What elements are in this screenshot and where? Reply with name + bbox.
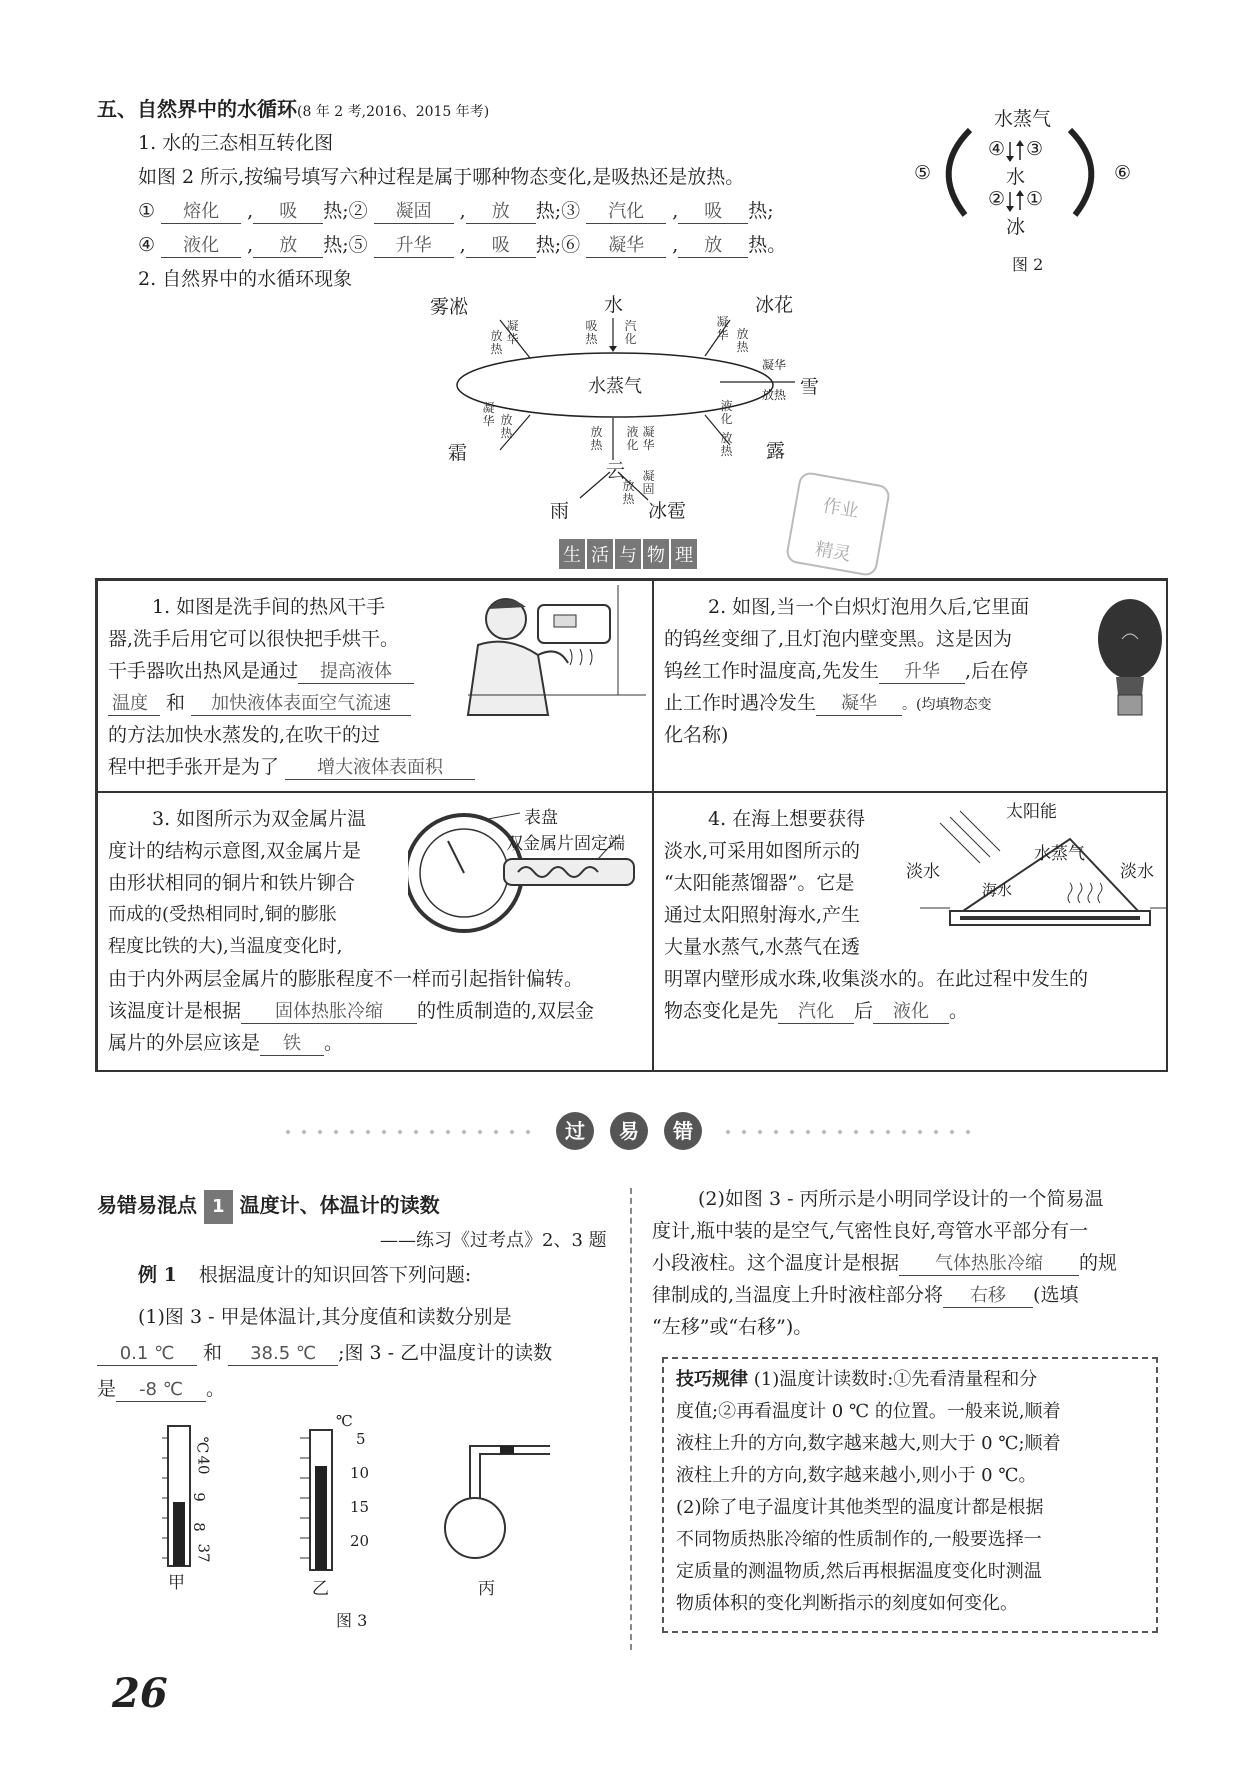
- part1-answer-2: 38.5 ℃: [228, 1344, 338, 1366]
- answer-3: 汽化: [586, 202, 666, 224]
- section-title: [97, 92, 489, 129]
- q1-line-6: 程中把手张开是为了: [108, 756, 280, 778]
- banner-char-4: 物: [643, 539, 669, 569]
- mistake-reference: ——练习《过考点》2、3 题: [380, 1230, 607, 1251]
- q4-label-sun: 太阳能: [1006, 802, 1057, 822]
- answer-5: 升华: [374, 236, 454, 258]
- fig3-tick-40: 40: [194, 1455, 213, 1475]
- part1-text-c: 是: [97, 1378, 117, 1400]
- example-label: 例 1: [138, 1264, 177, 1286]
- cycle-snow-a: 凝华: [762, 358, 787, 372]
- q1-line-5: 的方法加快水蒸发的,在吹干的过: [108, 724, 381, 746]
- q1-line-1: 1. 如图是洗手间的热风干手: [152, 596, 386, 618]
- divider-dots-left: [280, 1130, 540, 1134]
- q4-line-4: 通过太阳照射海水,产生: [664, 904, 861, 926]
- cycle-hail: 冰雹: [648, 500, 687, 522]
- cycle-rain: 雨: [550, 500, 570, 522]
- q3-label-fixed-end: 双金属片固定端: [506, 834, 625, 854]
- q2-answer-1: 升华: [879, 662, 965, 684]
- guo-yi-cuo-banner: [556, 1112, 702, 1150]
- tips-line-8: 物质体积的变化判断指示的刻度如何变化。: [676, 1593, 1018, 1614]
- mistake-number: 1: [204, 1190, 233, 1224]
- q4-line-7: 物态变化是先: [664, 1000, 779, 1022]
- part1-text-b: ;图 3 - 乙中温度计的读数: [338, 1342, 553, 1364]
- q1-and: 和: [166, 692, 186, 714]
- mistake-label: 易错易混点: [97, 1193, 197, 1217]
- stamp-line-2: 精灵: [813, 538, 853, 566]
- part1-text-d: 。: [206, 1378, 226, 1400]
- fig2-water: 水: [1006, 166, 1026, 188]
- answer-2b: 放: [466, 202, 536, 224]
- q1-line-3: 干手器吹出热风是通过: [108, 660, 299, 682]
- q1-answer-1: 提高液体: [298, 662, 414, 684]
- cycle-evap: 汽化: [624, 319, 637, 346]
- cycle-dew: 露: [766, 440, 786, 462]
- fig3-tick-5: 5: [356, 1430, 366, 1448]
- num-4: ④: [138, 234, 156, 256]
- answer-4: 液化: [161, 236, 241, 258]
- fig3-tick-10: 10: [350, 1464, 370, 1482]
- part2-line-2: 度计,瓶中装的是空气,气密性良好,弯管水平部分有一: [652, 1220, 1089, 1242]
- answer-6b: 放: [678, 236, 748, 258]
- cycle-snow: 雪: [800, 376, 820, 398]
- figure-2: [910, 100, 1130, 280]
- part1-line-3: [97, 1372, 225, 1406]
- fig2-n3: ③: [1026, 138, 1044, 160]
- part2-text-3: 小段液柱。这个温度计是根据: [652, 1252, 900, 1274]
- q3-line-3: 由形状相同的铜片和铁片铆合: [108, 872, 356, 894]
- answer-2: 凝固: [374, 202, 454, 224]
- example-text: 根据温度计的知识回答下列问题:: [198, 1264, 472, 1286]
- answer-6: 凝华: [586, 236, 666, 258]
- q4-label-vapor: 水蒸气: [1034, 844, 1085, 864]
- q2-line-1: 2. 如图,当一个白炽灯泡用久后,它里面: [708, 596, 1030, 618]
- answer-1: 熔化: [161, 202, 241, 224]
- q2-line-2: 的钨丝变细了,且灯泡内壁变黑。这是因为: [664, 628, 1013, 650]
- banner-circle-3: 错: [664, 1112, 702, 1150]
- fig3-unit-jia: ℃: [193, 1436, 212, 1454]
- tips-line-6: 不同物质热胀冷缩的性质制作的,一般要选择一: [676, 1529, 1042, 1550]
- banner-char-2: 活: [587, 539, 613, 569]
- question-2: [653, 580, 1168, 792]
- answer-row-2: ④ 液化 , 放 热;⑤ 升华 , 吸 热;⑥ 凝华 , 放 热。: [138, 234, 787, 256]
- life-physics-banner: [558, 539, 698, 569]
- answer-3b: 吸: [678, 202, 748, 224]
- cycle-iceflower-b: 放热: [736, 327, 749, 354]
- fig3-unit-yi: ℃: [336, 1412, 353, 1430]
- q3-line-1: 3. 如图所示为双金属片温: [152, 808, 367, 830]
- cycle-fog-b: 放热: [490, 329, 503, 356]
- cycle-iceflower-a: 凝华: [716, 315, 729, 342]
- q3-label-dial: 表盘: [524, 808, 558, 828]
- mistake-heading: [97, 1188, 440, 1224]
- q4-line-1: 4. 在海上想要获得: [708, 808, 866, 830]
- q3-line-5: 程度比铁的大),当温度变化时,: [108, 936, 343, 957]
- cycle-frost: 霜: [448, 442, 468, 464]
- cycle-frost-b: 放热: [500, 413, 513, 440]
- q3-line-2: 度计的结构示意图,双金属片是: [108, 840, 362, 862]
- part2-text-4b: (选填: [1033, 1284, 1079, 1306]
- q4-label-fresh-2: 淡水: [1120, 862, 1154, 882]
- q4-answer-1: 汽化: [778, 1002, 854, 1024]
- fig3-label-yi: 乙: [312, 1579, 329, 1599]
- q3-line-4: 而成的(受热相同时,铜的膨胀: [108, 904, 337, 925]
- fig2-n1: ①: [1026, 188, 1044, 210]
- part2-line-4: [652, 1278, 1078, 1312]
- tips-label: 技巧规律: [676, 1369, 748, 1390]
- cycle-absorb: 吸热: [585, 319, 598, 346]
- fig2-ice: 冰: [1006, 216, 1026, 238]
- part1-and: 和: [203, 1342, 223, 1364]
- hand-dryer-illustration: [458, 585, 648, 721]
- watermark-stamp: [785, 471, 892, 578]
- fig2-n4: ④: [988, 138, 1006, 160]
- num-1: ①: [138, 200, 156, 222]
- q2-line-3: 钨丝工作时温度高,先发生: [664, 660, 880, 682]
- cycle-center: 水蒸气: [588, 376, 642, 397]
- banner-circle-1: 过: [556, 1112, 594, 1150]
- q3-line-6: 由于内外两层金属片的膨胀程度不一样而引起指针偏转。: [108, 968, 584, 990]
- cycle-sublimate: 凝华: [642, 425, 655, 452]
- cycle-liquefy: 液化: [626, 425, 639, 452]
- figure-3: [130, 1412, 550, 1638]
- q3-line-7b: 的性质制造的,双层金: [417, 1000, 595, 1022]
- fig2-caption: 图 2: [1012, 255, 1044, 274]
- cycle-release: 放热: [590, 425, 603, 452]
- question-1: [97, 580, 653, 792]
- cycle-cloud-a: 放热: [622, 479, 635, 506]
- fig3-tick-8: 8: [189, 1522, 208, 1532]
- q1-answer-2: 加快液体表面空气流速: [191, 694, 411, 716]
- q3-answer-1: 固体热胀冷缩: [241, 1002, 417, 1024]
- sub-heading-1: 1. 水的三态相互转化图: [138, 132, 334, 154]
- answer-4b: 放: [253, 236, 323, 258]
- part1-answer-1: 0.1 ℃: [97, 1344, 197, 1366]
- text-6: 热。: [748, 234, 787, 256]
- tips-box: [662, 1357, 1158, 1633]
- q4-line-6: 明罩内壁形成水珠,收集淡水的。在此过程中发生的: [664, 968, 1089, 990]
- fig3-tick-20: 20: [350, 1532, 370, 1550]
- cycle-cloud-b: 凝固: [642, 469, 655, 496]
- cycle-fog-a: 凝华: [506, 319, 519, 346]
- question-4: [653, 792, 1168, 1072]
- water-cycle-diagram: [420, 290, 820, 530]
- q4-answer-2: 液化: [873, 1002, 949, 1024]
- example-line: [138, 1258, 471, 1292]
- fig3-label-bing: 丙: [478, 1579, 495, 1599]
- q4-line-2: 淡水,可采用如图所示的: [664, 840, 861, 862]
- answer-1b: 吸: [253, 202, 323, 224]
- banner-circle-2: 易: [610, 1112, 648, 1150]
- text-3: 热;: [748, 200, 774, 222]
- q3-line-8b: 。: [324, 1032, 344, 1054]
- fig2-n2: ②: [988, 188, 1006, 210]
- banner-char-1: 生: [559, 539, 585, 569]
- page-number: 26: [112, 1670, 168, 1717]
- part2-line-1: (2)如图 3 - 丙所示是小明同学设计的一个简易温: [698, 1188, 1104, 1210]
- fig3-tick-37: 37: [194, 1543, 213, 1563]
- fig3-label-jia: 甲: [168, 1573, 185, 1593]
- tips-line-1: (1)温度计读数时:①先看清量程和分: [753, 1369, 1038, 1390]
- cycle-iceflower: 冰花: [755, 294, 794, 316]
- fig2-n6: ⑥: [1114, 162, 1132, 184]
- banner-char-5: 理: [671, 539, 697, 569]
- tips-line-7: 定质量的测温物质,然后再根据温度变化时测温: [676, 1561, 1042, 1582]
- q4-line-5: 大量水蒸气,水蒸气在透: [664, 936, 861, 958]
- part1-line-2: [97, 1336, 552, 1370]
- questions-grid: [95, 578, 1168, 1072]
- part1-line-1: (1)图 3 - 甲是体温计,其分度值和读数分别是: [138, 1306, 512, 1328]
- q4-label-fresh-1: 淡水: [906, 862, 940, 882]
- q2-line-5: 化名称): [664, 724, 729, 746]
- fig3-caption: 图 3: [336, 1611, 368, 1630]
- cycle-water: 水: [604, 294, 624, 316]
- fig3-tick-15: 15: [350, 1498, 370, 1516]
- cycle-fog: 雾凇: [430, 296, 469, 318]
- section-heading: 五、自然界中的水循环: [97, 97, 297, 121]
- q4-line-7b: 后: [854, 1000, 874, 1022]
- part2-text-3b: 的规: [1079, 1252, 1118, 1274]
- part2-line-5: “左移”或“右移”)。: [652, 1316, 813, 1338]
- q3-line-7: 该温度计是根据: [108, 1000, 242, 1022]
- tips-line-4: 液柱上升的方向,数字越来越小,则小于 0 ℃。: [676, 1465, 1037, 1486]
- text-4: 热;⑤: [323, 234, 368, 256]
- q2-line-3b: ,后在停: [965, 660, 1029, 682]
- section-note: (8 年 2 考,2016、2015 年考): [297, 104, 490, 120]
- banner-char-3: 与: [615, 539, 641, 569]
- cycle-cloud: 云: [606, 460, 626, 482]
- fig2-n5: ⑤: [914, 162, 932, 184]
- cycle-frost-a: 凝华: [482, 401, 495, 428]
- q3-answer-2: 铁: [260, 1034, 324, 1056]
- question-3: [97, 792, 653, 1072]
- sub-heading-2: 2. 自然界中的水循环现象: [138, 268, 353, 290]
- q2-line-4b: 。(均填物态变: [902, 697, 992, 713]
- q4-line-3: “太阳能蒸馏器”。它是: [664, 872, 855, 894]
- fig3-tick-9: 9: [189, 1492, 208, 1502]
- stamp-line-1: 作业: [821, 495, 861, 523]
- text-2: 热;③: [535, 200, 581, 222]
- part1-answer-3: -8 ℃: [116, 1380, 206, 1402]
- mistake-title: 温度计、体温计的读数: [239, 1193, 440, 1217]
- part2-text-4: 律制成的,当温度上升时液柱部分将: [652, 1284, 944, 1306]
- tips-line-3: 液柱上升的方向,数字越来越大,则大于 0 ℃;顺着: [676, 1433, 1061, 1454]
- q4-label-sea: 海水: [982, 881, 1013, 899]
- q1-answer-1-cont: 温度: [108, 694, 160, 716]
- cycle-dew-a: 液化: [720, 399, 733, 426]
- column-divider: [630, 1188, 632, 1650]
- q2-answer-2: 凝华: [816, 694, 902, 716]
- q4-line-7c: 。: [949, 1000, 969, 1022]
- divider-dots-right: [720, 1130, 980, 1134]
- cycle-lines: [420, 290, 820, 530]
- part2-answer-2: 右移: [943, 1286, 1033, 1308]
- q3-line-8: 属片的外层应该是: [108, 1032, 261, 1054]
- q2-line-4: 止工作时遇冷发生: [664, 692, 817, 714]
- q1-answer-3: 增大液体表面积: [285, 758, 475, 780]
- part2-answer-1: 气体热胀冷缩: [899, 1254, 1079, 1276]
- answer-5b: 吸: [466, 236, 536, 258]
- tips-line-5: (2)除了电子温度计其他类型的温度计都是根据: [676, 1497, 1044, 1518]
- cycle-dew-b: 放热: [720, 431, 733, 458]
- light-bulb-icon: [1094, 595, 1166, 725]
- q1-line-2: 器,洗手后用它可以很快把手烘干。: [108, 628, 400, 650]
- part2-line-3: [652, 1246, 1117, 1280]
- tips-line-2: 度值;②再看温度计 0 ℃ 的位置。一般来说,顺着: [676, 1401, 1061, 1422]
- answer-row-1: ① 熔化 , 吸 热;② 凝固 , 放 热;③ 汽化 , 吸 热;: [138, 200, 774, 222]
- fig2-vapor: 水蒸气: [994, 108, 1052, 130]
- intro-text: 如图 2 所示,按编号填写六种过程是属于哪种物态变化,是吸热还是放热。: [138, 166, 745, 188]
- text-1: 热;②: [323, 200, 368, 222]
- cycle-snow-b: 放热: [762, 388, 787, 402]
- text-5: 热;⑥: [535, 234, 581, 256]
